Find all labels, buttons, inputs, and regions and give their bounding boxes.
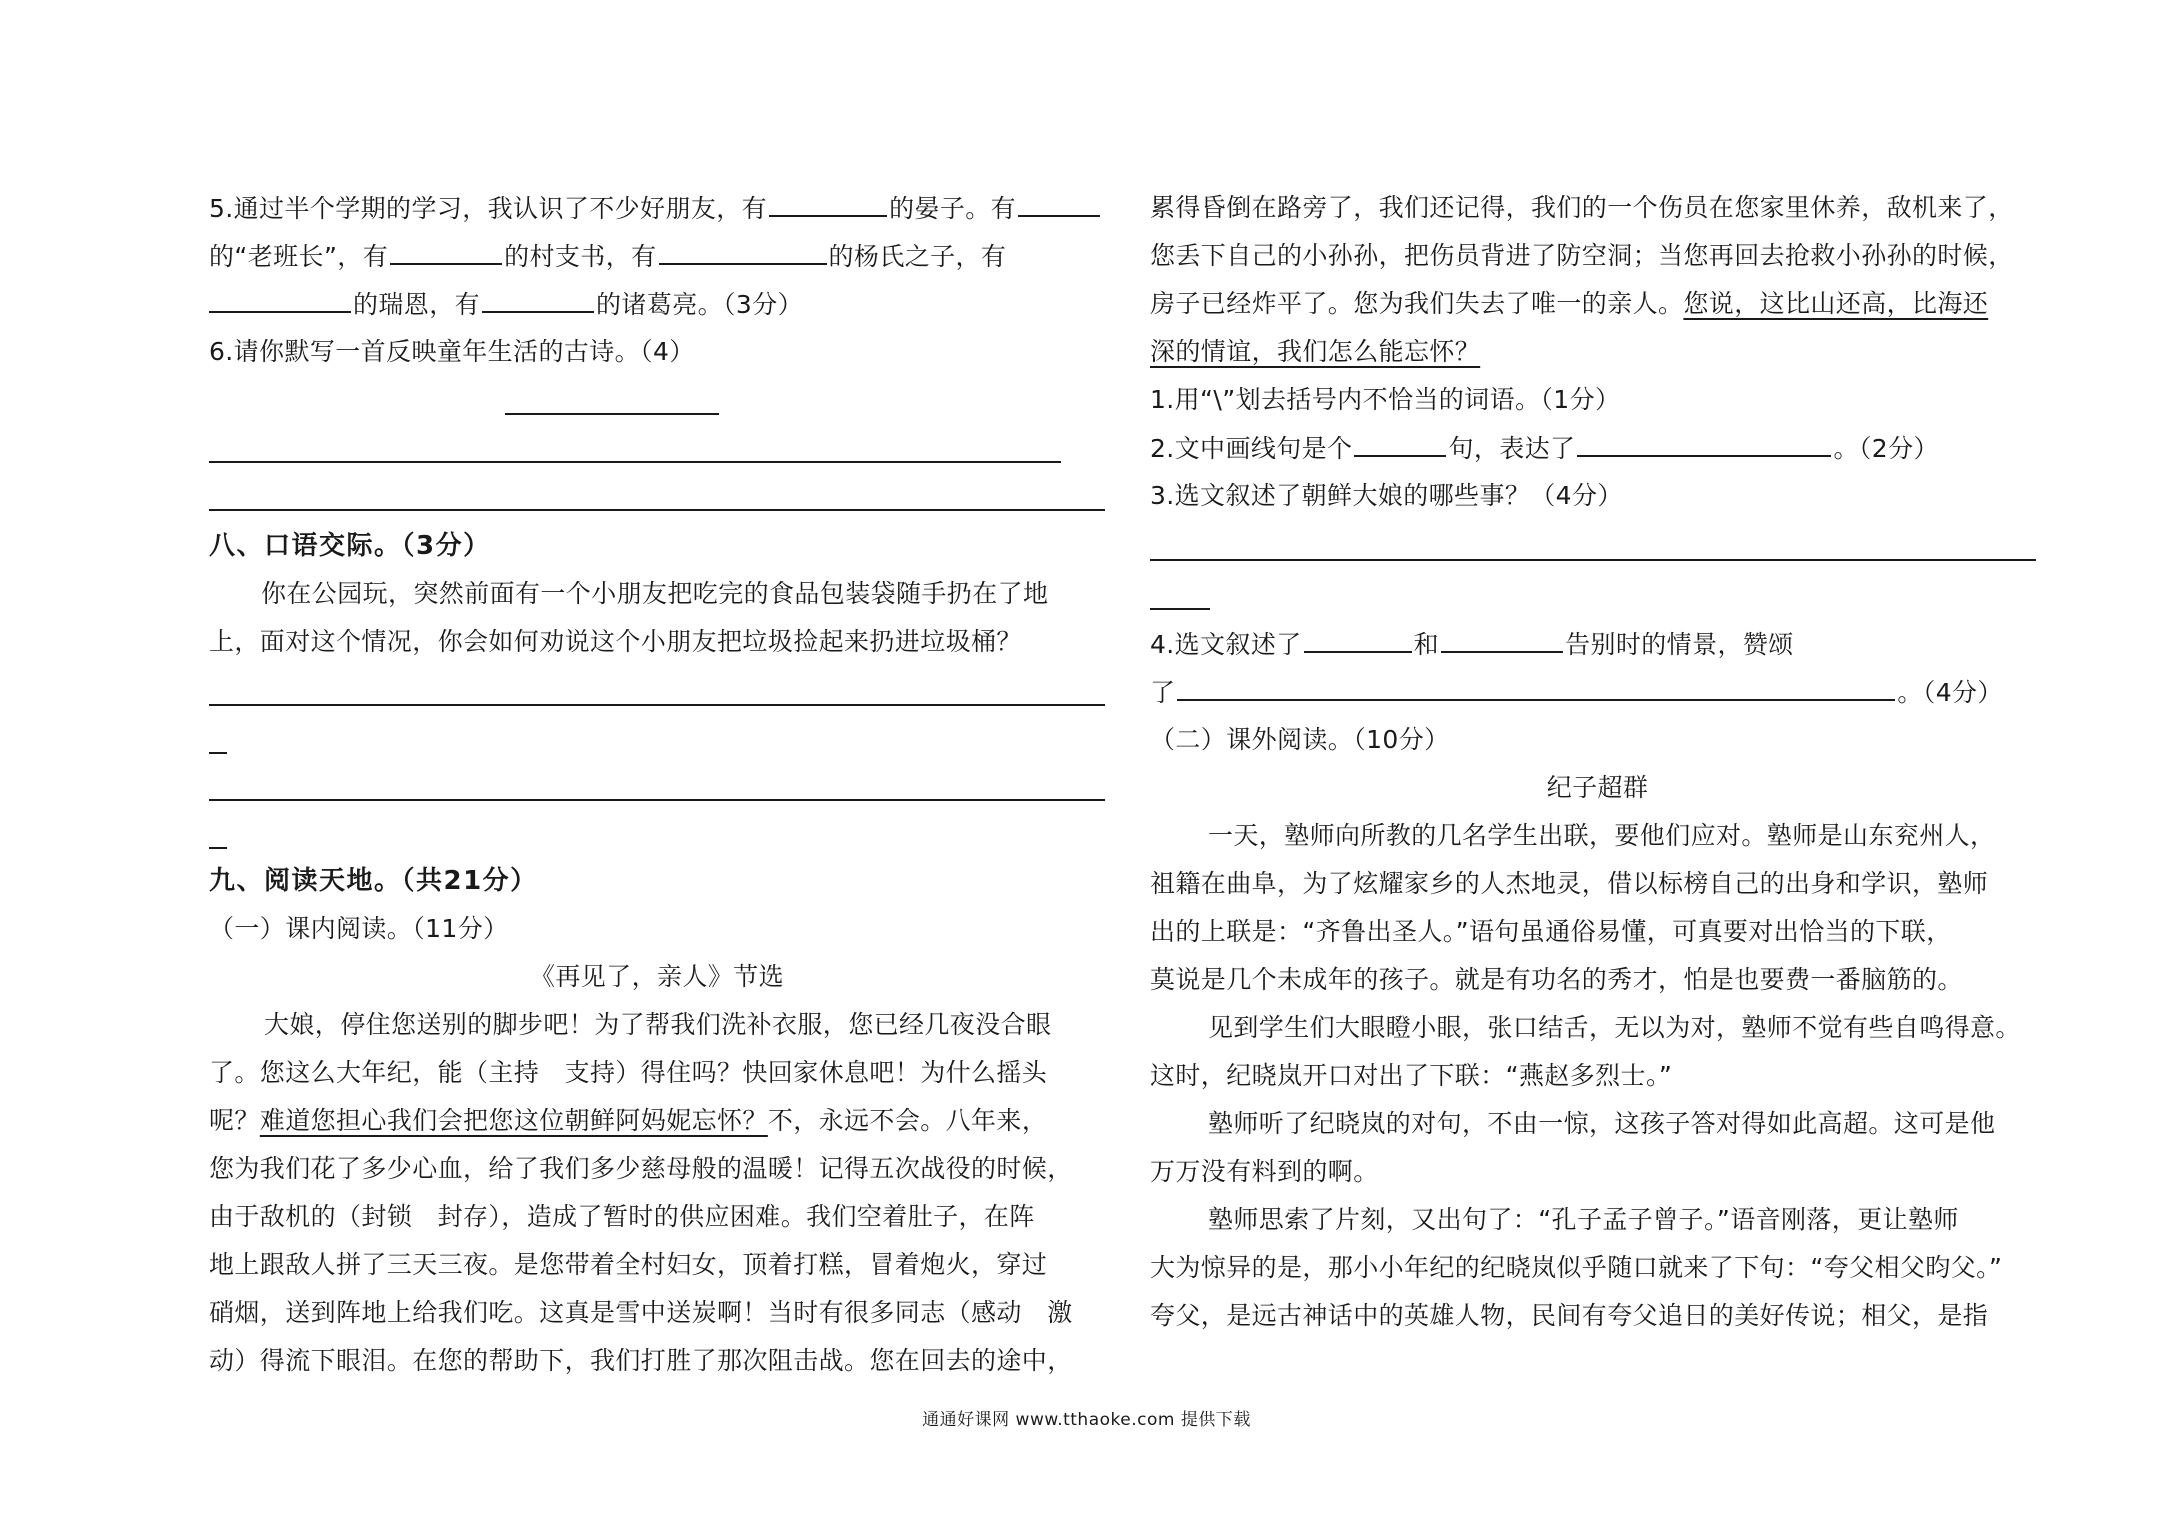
q6-question: 6.请你默写一首反映童年生活的古诗。（4）	[209, 337, 695, 366]
answer-blank[interactable]	[390, 239, 502, 265]
answer-blank[interactable]	[1441, 627, 1563, 653]
question-3: 3.选文叙述了朝鲜大娘的哪些事？（4分）	[1150, 481, 1623, 510]
question-2: 2.文中画线句是个 句，表达了 。（2分）	[1150, 431, 1939, 465]
q5-text-3a: 的瑞恩，有	[353, 290, 481, 319]
answer-line[interactable]	[209, 461, 1061, 463]
section-8-prompt-2: 上，面对这个情况，你会如何劝说这个小朋友把垃圾捡起来扔进垃圾桶？	[209, 627, 1022, 656]
story-line-1: 一天，塾师向所教的几名学生出联，要他们应对。塾师是山东兖州人，	[1208, 821, 1996, 850]
story-title: 纪子超群	[1546, 773, 1649, 802]
answer-blank[interactable]	[1577, 431, 1831, 457]
answer-line[interactable]	[209, 509, 1105, 511]
answer-blank[interactable]	[1304, 627, 1412, 653]
passage-line-3: 呢？难道您担心我们会把您这位朝鲜阿妈妮忘怀？不，永远不会。八年来，	[209, 1106, 1048, 1135]
passage-line-7: 硝烟，送到阵地上给我们吃。这真是雪中送炭啊！当时有很多同志（感动 激	[209, 1298, 1073, 1327]
passage-line-2: 了。您这么大年纪，能（主持 支持）得住吗？快回家休息吧！为什么摇头	[209, 1058, 1048, 1087]
q5-line-2	[209, 239, 1006, 273]
answer-line[interactable]	[209, 799, 1105, 801]
answer-blank[interactable]	[1354, 431, 1446, 457]
passage-cont-line-1: 累得昏倒在路旁了，我们还记得，我们的一个伤员在您家里休养，敌机来了，	[1150, 193, 2014, 222]
story-line-6: 这时，纪晓岚开口对出了下联：“燕赵多烈士。”	[1150, 1061, 1673, 1090]
question-4-line-1: 4.选文叙述了 和 告别时的情景，赞颂	[1150, 627, 1794, 661]
q5-text-1b: 的晏子。有	[889, 194, 1017, 223]
q5-text-2b: 的村支书，有	[504, 242, 657, 271]
story-line-11: 夸父，是远古神话中的英雄人物，民间有夸父追日的美好传说；相父，是指	[1150, 1301, 1989, 1330]
underlined-sentence: 您说，这比山还高，比海还	[1683, 289, 1989, 318]
passage-line-4: 您为我们花了多少心血，给了我们多少慈母般的温暖！记得五次战役的时候，	[209, 1154, 1073, 1183]
section-9-title: 九、阅读天地。（共21分）	[209, 866, 538, 896]
answer-blank[interactable]	[769, 191, 887, 217]
story-line-8: 万万没有料到的啊。	[1150, 1157, 1379, 1186]
passage-cont-line-2: 您丢下自己的小孙孙，把伤员背进了防空洞；当您再回去抢救小孙孙的时候，	[1150, 241, 2014, 270]
passage-cont-line-3: 房子已经炸平了。您为我们失去了唯一的亲人。您说，这比山还高，比海还	[1150, 289, 1989, 318]
passage-line-5: 由于敌机的（封锁 封存），造成了暂时的供应困难。我们空着肚子，在阵	[209, 1202, 1035, 1231]
underlined-sentence: 难道您担心我们会把您这位朝鲜阿妈妮忘怀？	[259, 1106, 768, 1135]
q5-line-1	[209, 191, 1102, 225]
q5-text-3b: 的诸葛亮。（3分）	[596, 290, 804, 319]
answer-blank[interactable]	[209, 287, 351, 313]
q5-text-1a: 5.通过半个学期的学习，我认识了不少好朋友，有	[209, 194, 768, 223]
question-4-line-2: 了 。（4分）	[1150, 675, 2003, 709]
passage-title: 《再见了，亲人》节选	[529, 962, 784, 991]
answer-line[interactable]	[209, 704, 1105, 706]
q5-text-2c: 的杨氏之子，有	[828, 242, 1007, 271]
answer-line-stub	[209, 752, 227, 754]
story-line-9: 塾师思索了片刻，又出句了：“孔子孟子曾子。”语音刚落，更让塾师	[1208, 1205, 1959, 1234]
section-8-title: 八、口语交际。（3分）	[209, 531, 491, 561]
q5-text-2a: 的“老班长”，有	[209, 242, 389, 271]
passage-line-1: 大娘，停住您送别的脚步吧！为了帮我们洗补衣服，您已经几夜没合眼	[264, 1010, 1052, 1039]
story-line-4: 莫说是几个未成年的孩子。就是有功名的秀才，怕是也要费一番脑筋的。	[1150, 965, 1963, 994]
story-line-10: 大为惊异的是，那小小年纪的纪晓岚似乎随口就来了下句：“夸父相父昀父。”	[1150, 1253, 2003, 1282]
page-footer: 通通好课网 www.tthaoke.com 提供下载	[922, 1410, 1251, 1430]
answer-blank[interactable]	[659, 239, 827, 265]
passage-line-6: 地上跟敌人拼了三天三夜。是您带着全村妇女，顶着打糕，冒着炮火，穿过	[209, 1250, 1048, 1279]
answer-blank[interactable]	[482, 287, 594, 313]
q5-line-3	[209, 287, 803, 321]
underlined-sentence-cont: 深的情谊，我们怎么能忘怀？	[1150, 337, 1481, 366]
answer-line-stub	[209, 847, 227, 849]
story-line-5: 见到学生们大眼瞪小眼，张口结舌，无以为对，塾师不觉有些自鸣得意。	[1208, 1013, 2021, 1042]
answer-blank[interactable]	[1177, 675, 1895, 701]
story-line-2: 祖籍在曲阜，为了炫耀家乡的人杰地灵，借以标榜自己的出身和学识，塾师	[1150, 869, 1989, 898]
answer-line[interactable]	[1150, 559, 2036, 561]
passage-line-8: 动）得流下眼泪。在您的帮助下，我们打胜了那次阻击战。您在回去的途中，	[209, 1346, 1073, 1375]
question-1: 1.用“\”划去括号内不恰当的词语。（1分）	[1150, 385, 1621, 414]
poem-title-line[interactable]	[505, 413, 719, 415]
story-line-3: 出的上联是：“齐鲁出圣人。”语句虽通俗易懂，可真要对出恰当的下联，	[1150, 917, 1952, 946]
section-8-prompt-1: 你在公园玩，突然前面有一个小朋友把吃完的食品包装袋随手扔在了地	[261, 579, 1049, 608]
answer-blank[interactable]	[1018, 191, 1100, 217]
extracurricular-reading-heading: （二）课外阅读。（10分）	[1150, 725, 1450, 754]
story-line-7: 塾师听了纪晓岚的对句，不由一惊，这孩子答对得如此高超。这可是他	[1208, 1109, 1996, 1138]
in-class-reading-heading: （一）课内阅读。（11分）	[209, 914, 509, 943]
answer-line-stub[interactable]	[1150, 608, 1210, 610]
